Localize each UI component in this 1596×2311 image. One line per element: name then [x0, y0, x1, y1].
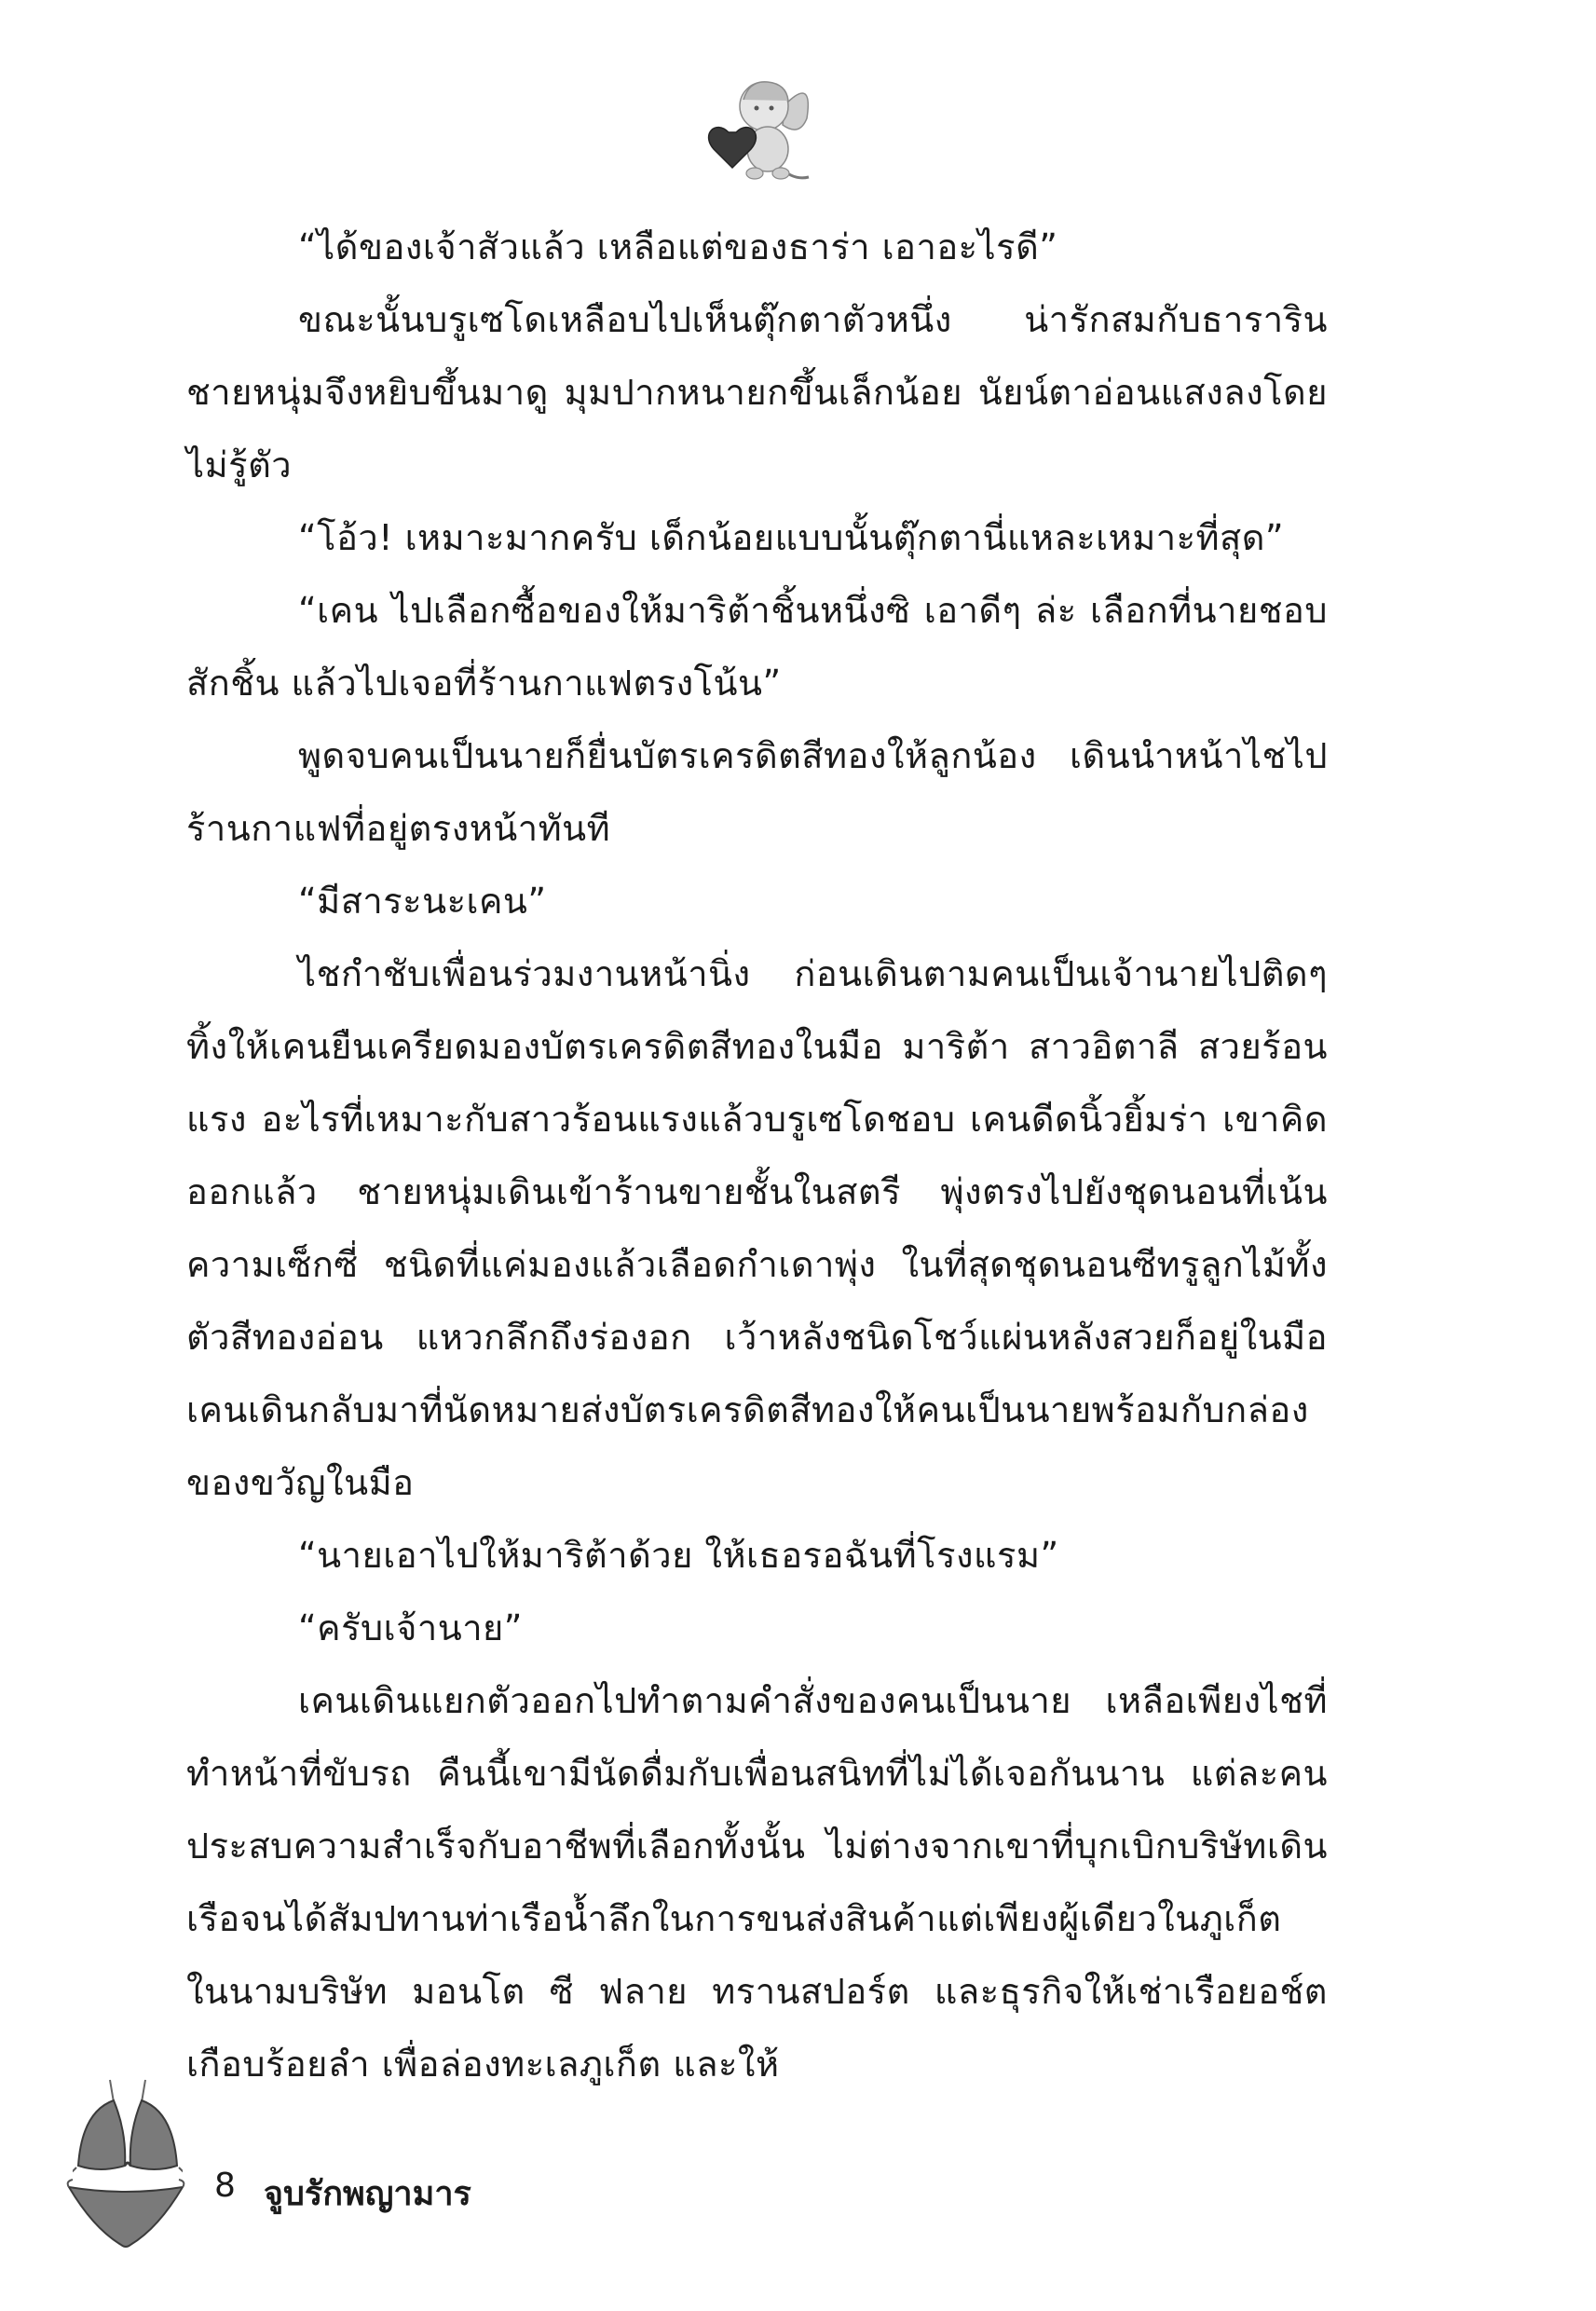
paragraph: ไชกำชับเพื่อนร่วมงานหน้านิ่ง ก่อนเดินตามคนเป็นเจ้านายไปติดๆ ทิ้งให้เคนยืนเครียดมองบัตรเครดิตสีทองในมือ มาริต้า สาวอิตาลี สวยร้อนแรง อะไรที่เหมาะกับสาวร้อนแรงแล้วบรูเซโดชอบ เคนดีดนิ้วยิ้มร่า เขาคิดออกแล้ว ชายหนุ่มเดินเข้าร้านขายชั้นในสตรี พุ่งตรงไปยังชุดนอนที่เน้นความเซ็กซี่ ชนิดที่แค่มองแล้วเลือดกำเดาพุ่ง ในที่สุดชุดนอนซีทรูลูกไม้ทั้งตัวสีทองอ่อน แหวกลึกถึงร่องอก เว้าหลังชนิดโชว์แผ่นหลังสวยก็อยู่ในมือ เคนเดินกลับมาที่นัดหมายส่งบัตรเครดิตสีทองให้คนเป็นนายพร้อมกับกล่องของขวัญในมือ: [186, 953, 1328, 1503]
cherub-heart-icon: [697, 67, 818, 188]
paragraph: “โอ้ว! เหมาะมากครับ เด็กน้อยแบบนั้นตุ๊กตานี่แหละเหมาะที่สุด”: [298, 517, 1285, 558]
paragraph: “นายเอาไปให้มาริต้าด้วย ให้เธอรอฉันที่โรงแรม”: [298, 1535, 1059, 1576]
paragraph: เคนเดินแยกตัวออกไปทำตามคำสั่งของคนเป็นนาย เหลือเพียงไชที่ทำหน้าที่ขับรถ คืนนี้เขามีนัดดื่มกับเพื่อนสนิทที่ไม่ได้เจอกันนาน แต่ละคนประสบความสำเร็จกับอาชีพที่เลือกทั้งนั้น ไม่ต่างจากเขาที่บุกเบิกบริษัทเดินเรือจนได้สัมปทานท่าเรือน้ำลึกในการขนส่งสินค้าแต่เพียงผู้เดียวในภูเก็ต ในนามบริษัท มอนโต ซี ฟลาย ทรานสปอร์ต และธุรกิจให้เช่าเรือยอช์ตเกือบร้อยลำ เพื่อล่องทะเลภูเก็ต และให้: [186, 1680, 1328, 2085]
page-number: 8: [214, 2167, 236, 2205]
paragraph: “ได้ของเจ้าสัวแล้ว เหลือแต่ของธาร่า เอาอะไรดี”: [298, 226, 1058, 267]
bikini-top-icon: [73, 2076, 183, 2179]
paragraph: “มีสาระนะเคน”: [298, 881, 547, 922]
paragraph: ขณะนั้นบรูเซโดเหลือบไปเห็นตุ๊กตาตัวหนึ่ง น่ารักสมกับธาราริน ชายหนุ่มจึงหยิบขึ้นมาดู มุมปากหนายกขึ้นเล็กน้อย นัยน์ตาอ่อนแสงลงโดยไม่รู้ตัว: [186, 299, 1328, 485]
paragraph: “เคน ไปเลือกซื้อของให้มาริต้าชิ้นหนึ่งซิ เอาดีๆ ล่ะ เลือกที่นายชอบสักชิ้น แล้วไปเจอที่ร้านกาแฟตรงโน้น”: [186, 590, 1328, 704]
book-title: จูบรักพญามาร: [263, 2175, 471, 2213]
paragraph: พูดจบคนเป็นนายก็ยื่นบัตรเครดิตสีทองให้ลูกน้อง เดินนำหน้าไชไปร้านกาแฟที่อยู่ตรงหน้าทันที: [186, 735, 1328, 849]
paragraph: “ครับเจ้านาย”: [298, 1607, 523, 1648]
page-footer: [214, 2167, 471, 2220]
bikini-bottom-icon: [65, 2176, 186, 2252]
body-text: [186, 211, 1328, 2100]
